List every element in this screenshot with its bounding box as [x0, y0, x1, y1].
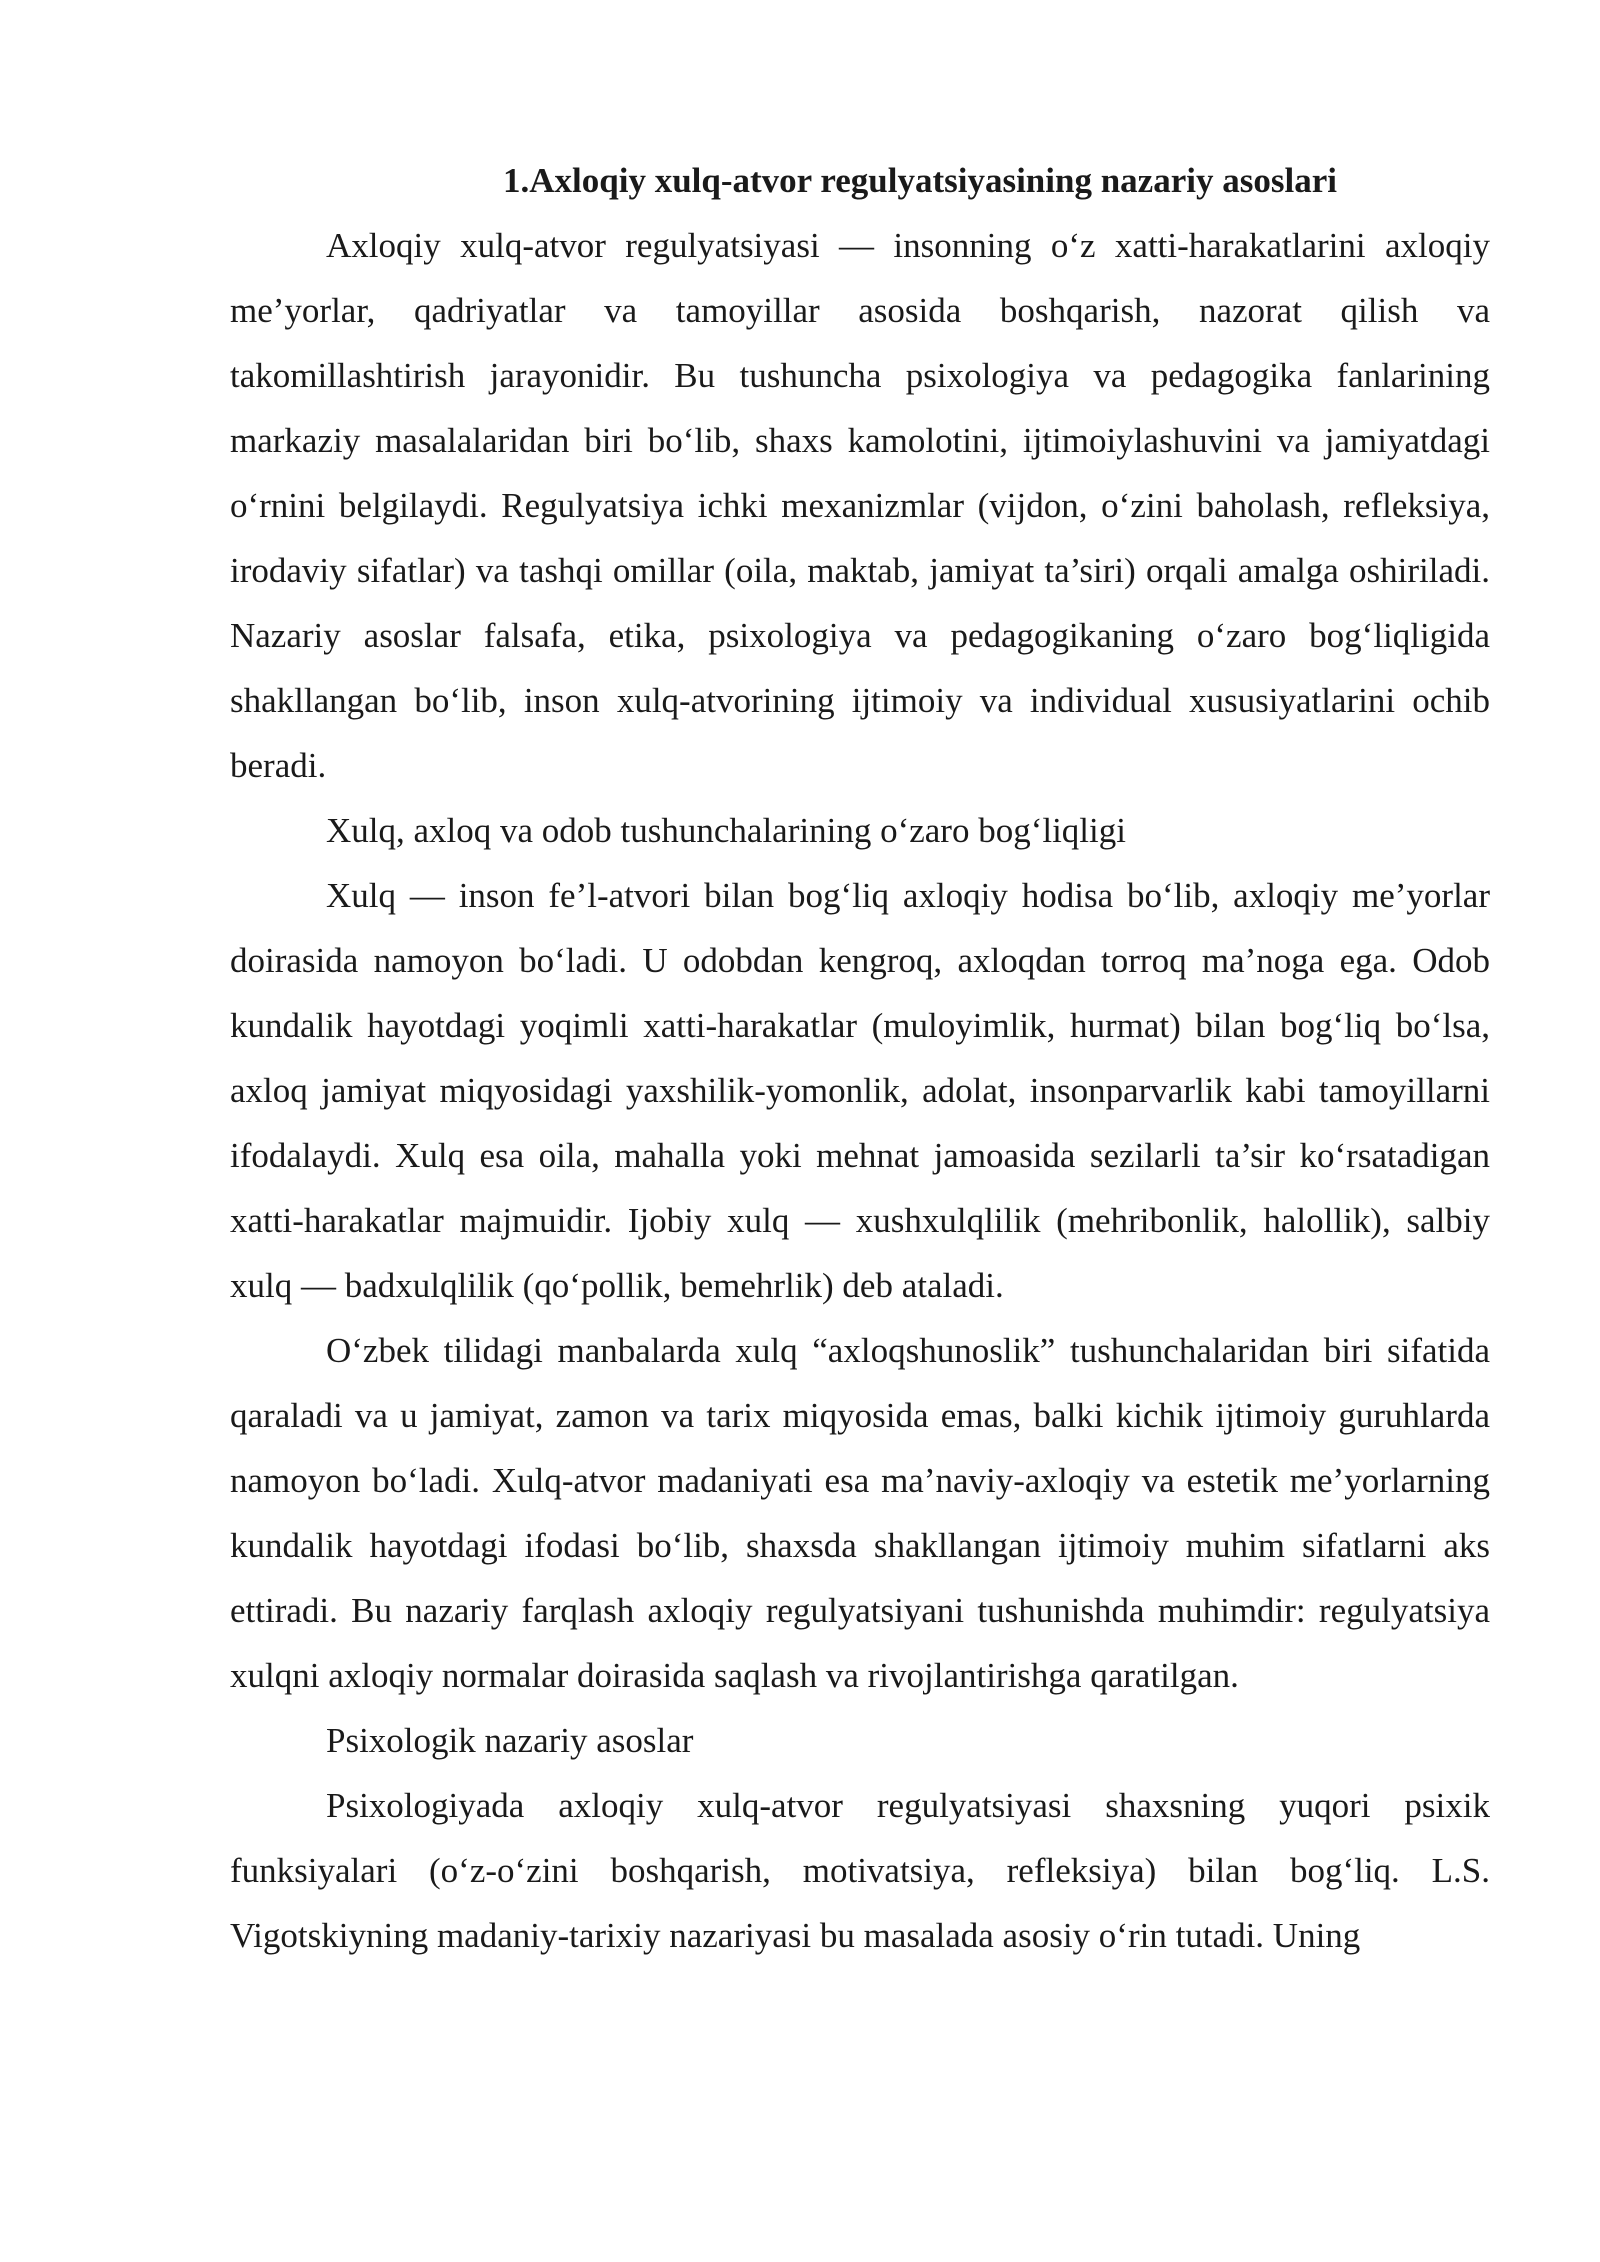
paragraph-uzbek-sources: O‘zbek tilidagi manbalarda xulq “axloqshunoslik” tushunchalaridan biri sifatida qaraladi va u jamiyat, zamon va tarix miqyosida emas, balki kichik ijtimoiy guruhlarda namoyon bo‘ladi. Xulq-atvor madaniyati esa ma’naviy-axloqiy va estetik me’yorlarning kundalik hayotdagi ifodasi bo‘lib, shaxsda shakllangan ijtimoiy muhim sifatlarni aks ettiradi. Bu nazariy farqlash axloqiy regulyatsiyani tushunishda muhimdir: regulyatsiya xulqni axloqiy normalar doirasida saqlash va rivojlantirishga qaratilgan.: [230, 1331, 1490, 1695]
document-title: 1.Axloqiy xulq-atvor regulyatsiyasining nazariy asoslari: [503, 161, 1337, 200]
paragraph-intro: Axloqiy xulq-atvor regulyatsiyasi — insonning o‘z xatti-harakatlarini axloqiy me’yorlar, qadriyatlar va tamoyillar asosida boshqarish, nazorat qilish va takomillashtirish jarayonidir. Bu tushuncha psixologiya va pedagogika fanlarining markaziy masalalaridan biri bo‘lib, shaxs kamolotini, ijtimoiylashuvini va jamiyatdagi o‘rnini belgilaydi. Regulyatsiya ichki mexanizmlar (vijdon, o‘zini baholash, refleksiya, irodaviy sifatlar) va tashqi omillar (oila, maktab, jamiyat ta’siri) orqali amalga oshiriladi. Nazariy asoslar falsafa, etika, psixologiya va pedagogikaning o‘zaro bog‘liqligida shakllangan bo‘lib, inson xulq-atvorining ijtimoiy va individual xususiyatlarini ochib beradi.: [230, 226, 1490, 785]
section-heading-psixologik: Psixologik nazariy asoslar: [326, 1721, 694, 1760]
paragraph-psychology: Psixologiyada axloqiy xulq-atvor regulyatsiyasi shaxsning yuqori psixik funksiyalari (o‘z-o‘zini boshqarish, motivatsiya, refleksiya) bilan bog‘liq. L.S. Vigotskiyning madaniy-tarixiy nazariyasi bu masalada asosiy o‘rin tutadi. Uning: [230, 1786, 1490, 1955]
paragraph-xulq-definition: Xulq — inson fe’l-atvori bilan bog‘liq axloqiy hodisa bo‘lib, axloqiy me’yorlar doirasida namoyon bo‘ladi. U odobdan kengroq, axloqdan torroq ma’noga ega. Odob kundalik hayotdagi yoqimli xatti-harakatlar (muloyimlik, hurmat) bilan bog‘liq bo‘lsa, axloq jamiyat miqyosidagi yaxshilik-yomonlik, adolat, insonparvarlik kabi tamoyillarni ifodalaydi. Xulq esa oila, mahalla yoki mehnat jamoasida sezilarli ta’sir ko‘rsatadigan xatti-harakatlar majmuidir. Ijobiy xulq — xushxulqlilik (mehribonlik, halollik), salbiy xulq — badxulqlilik (qo‘pollik, bemehrlik) deb ataladi.: [230, 876, 1490, 1305]
section-heading-xulq-axloq-odob: Xulq, axloq va odob tushunchalarining o‘zaro bog‘liqligi: [326, 811, 1126, 850]
document-body: [230, 148, 1490, 1968]
